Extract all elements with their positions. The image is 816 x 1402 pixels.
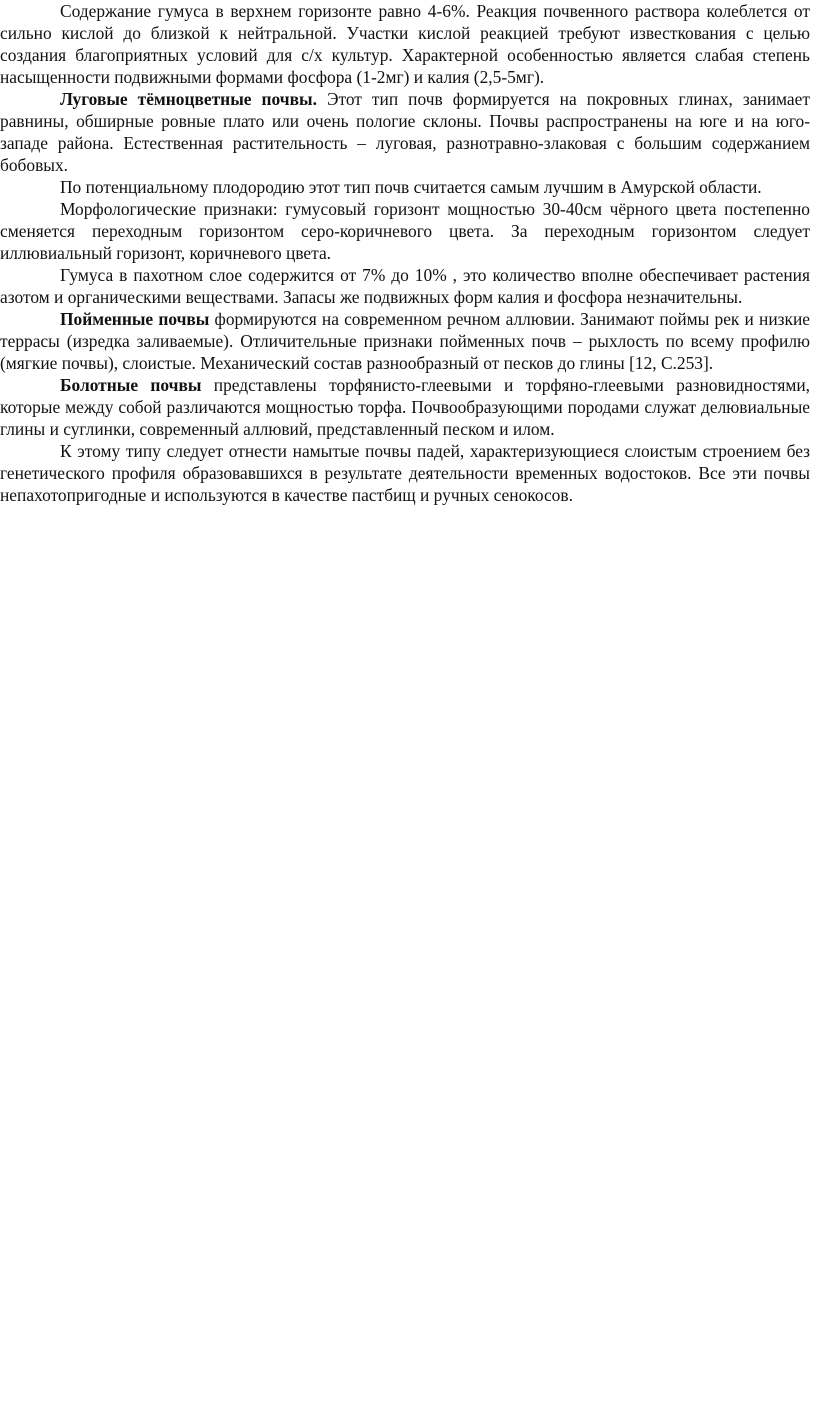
paragraph-heading: Болотные почвы <box>60 375 202 395</box>
paragraph-swamp-soils <box>0 374 810 440</box>
paragraph-fertility <box>0 176 810 198</box>
paragraph-body: Морфологические признаки: гумусовый горизонт мощностью 30-40см чёрного цвета постепенно сменяется переходным горизонтом серо-коричневого цвета. За переходным горизонтом следует иллювиальный горизонт, коричневого цвета. <box>0 199 810 263</box>
paragraph-heading: Пойменные почвы <box>60 309 210 329</box>
paragraph-body: Содержание гумуса в верхнем горизонте равно 4-6%. Реакция почвенного раствора колеблется от сильно кислой до близкой к нейтральной. Участки кислой реакцией требуют известкования с целью создания благоприятных условий для с/х культур. Характерной особенностью является слабая степень насыщенности подвижными формами фосфора (1-2мг) и калия (2,5-5мг). <box>0 1 810 87</box>
paragraph-body: К этому типу следует отнести намытые почвы падей, характеризующиеся слоистым строением без генетического профиля образовавшихся в результате деятельности временных водостоков. Все эти почвы непахотопригодные и используются в качестве пастбищ и ручных сенокосов. <box>0 441 810 505</box>
paragraph-body: Этот тип почв формируется на покровных глинах, занимает равнины, обширные ровные плато или очень пологие склоны. Почвы распространены на юге и на юго-западе района. Естественная растительность – луговая, разнотравно-злаковая с большим содержанием бобовых. <box>0 89 810 175</box>
paragraph-humus-content <box>0 0 810 88</box>
paragraph-body: формируются на современном речном аллювии. Занимают поймы рек и низкие террасы (изредка заливаемые). Отличительные признаки пойменных почв – рыхлость по всему профилю (мягкие почвы), слоистые. Механический состав разнообразный от песков до глины [12, С.253]. <box>0 309 810 373</box>
paragraph-alluvial-valley-soils <box>0 440 810 506</box>
paragraph-body: По потенциальному плодородию этот тип почв считается самым лучшим в Амурской области. <box>60 177 762 197</box>
document-text <box>0 0 810 506</box>
paragraph-heading: Луговые тёмноцветные почвы. <box>60 89 317 109</box>
paragraph-body: Гумуса в пахотном слое содержится от 7% до 10% , это количество вполне обеспечивает растения азотом и органическими веществами. Запасы же подвижных форм калия и фосфора незначительны. <box>0 265 810 307</box>
paragraph-body: представлены торфянисто-глеевыми и торфяно-глеевыми разновидностями, которые между собой различаются мощностью торфа. Почвообразующими породами служат делювиальные глины и суглинки, современный аллювий, представленный песком и илом. <box>0 375 810 439</box>
paragraph-floodplain-soils <box>0 308 810 374</box>
paragraph-morphology <box>0 198 810 264</box>
paragraph-meadow-dark-soils <box>0 88 810 176</box>
paragraph-plow-layer-humus <box>0 264 810 308</box>
